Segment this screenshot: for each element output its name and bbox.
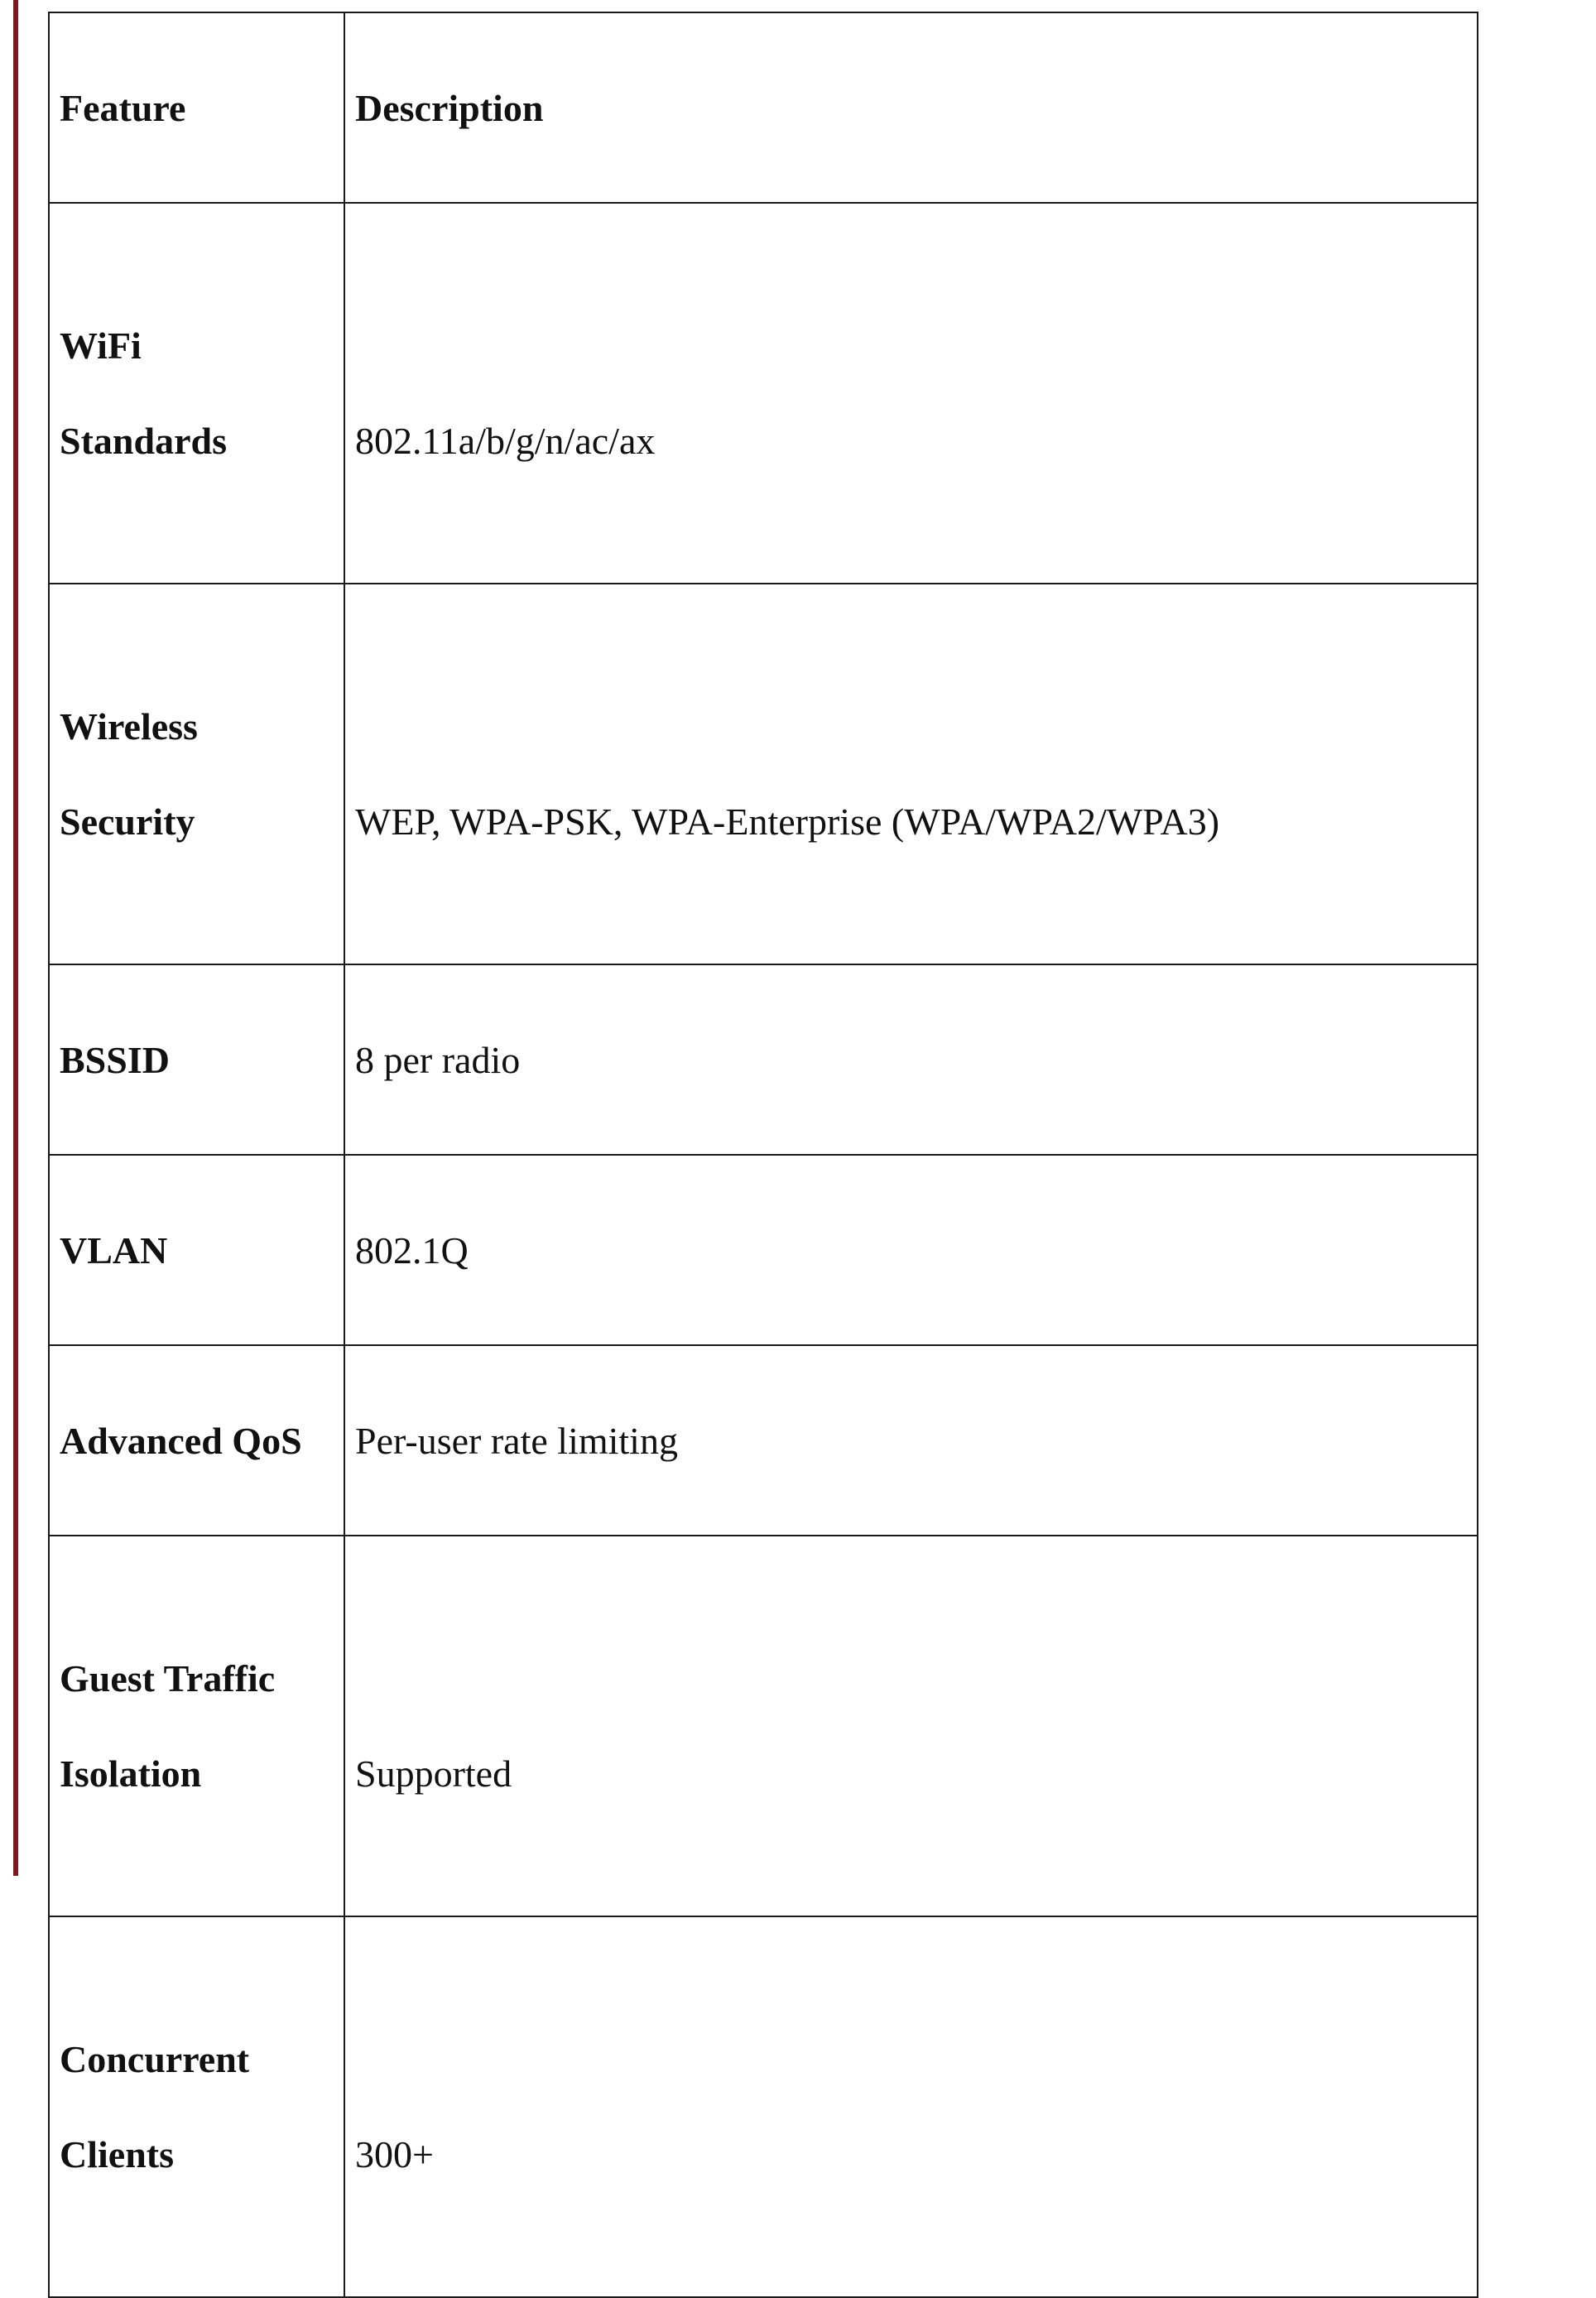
table-row: [49, 584, 1478, 964]
feature-label-line: Isolation: [60, 1752, 202, 1795]
table-row: [49, 203, 1478, 584]
feature-cell: BSSID: [49, 964, 344, 1155]
feature-label-line: Wireless: [60, 705, 198, 748]
header-feature: Feature: [49, 12, 344, 203]
feature-cell: [49, 203, 344, 584]
page-margin-rule: [13, 0, 18, 1876]
table-row: [49, 1536, 1478, 1916]
table-row: [49, 1345, 1478, 1536]
feature-cell: [49, 584, 344, 964]
description-cell: 802.1Q: [344, 1155, 1478, 1345]
description-cell: Per-user rate limiting: [344, 1345, 1478, 1536]
feature-label-line: Clients: [60, 2133, 174, 2175]
feature-cell: [49, 1916, 344, 2297]
description-cell: Supported: [344, 1536, 1478, 1916]
feature-label-line: Standards: [60, 420, 227, 462]
table-row: [49, 1155, 1478, 1345]
table-row: [49, 1916, 1478, 2297]
feature-label-line: WiFi: [60, 325, 142, 367]
description-cell: 802.11a/b/g/n/ac/ax: [344, 203, 1478, 584]
feature-label-line: Security: [60, 800, 195, 843]
description-cell: WEP, WPA-PSK, WPA-Enterprise (WPA/WPA2/WPA3): [344, 584, 1478, 964]
header-description: Description: [344, 12, 1478, 203]
feature-cell: VLAN: [49, 1155, 344, 1345]
feature-label-line: Guest Traffic: [60, 1657, 276, 1699]
table-row: [49, 964, 1478, 1155]
feature-spec-table: [48, 12, 1478, 2298]
table-header-row: [49, 12, 1478, 203]
feature-cell: Advanced QoS: [49, 1345, 344, 1536]
feature-cell: [49, 1536, 344, 1916]
description-cell: 300+: [344, 1916, 1478, 2297]
description-cell: 8 per radio: [344, 964, 1478, 1155]
feature-label-line: Concurrent: [60, 2038, 250, 2080]
